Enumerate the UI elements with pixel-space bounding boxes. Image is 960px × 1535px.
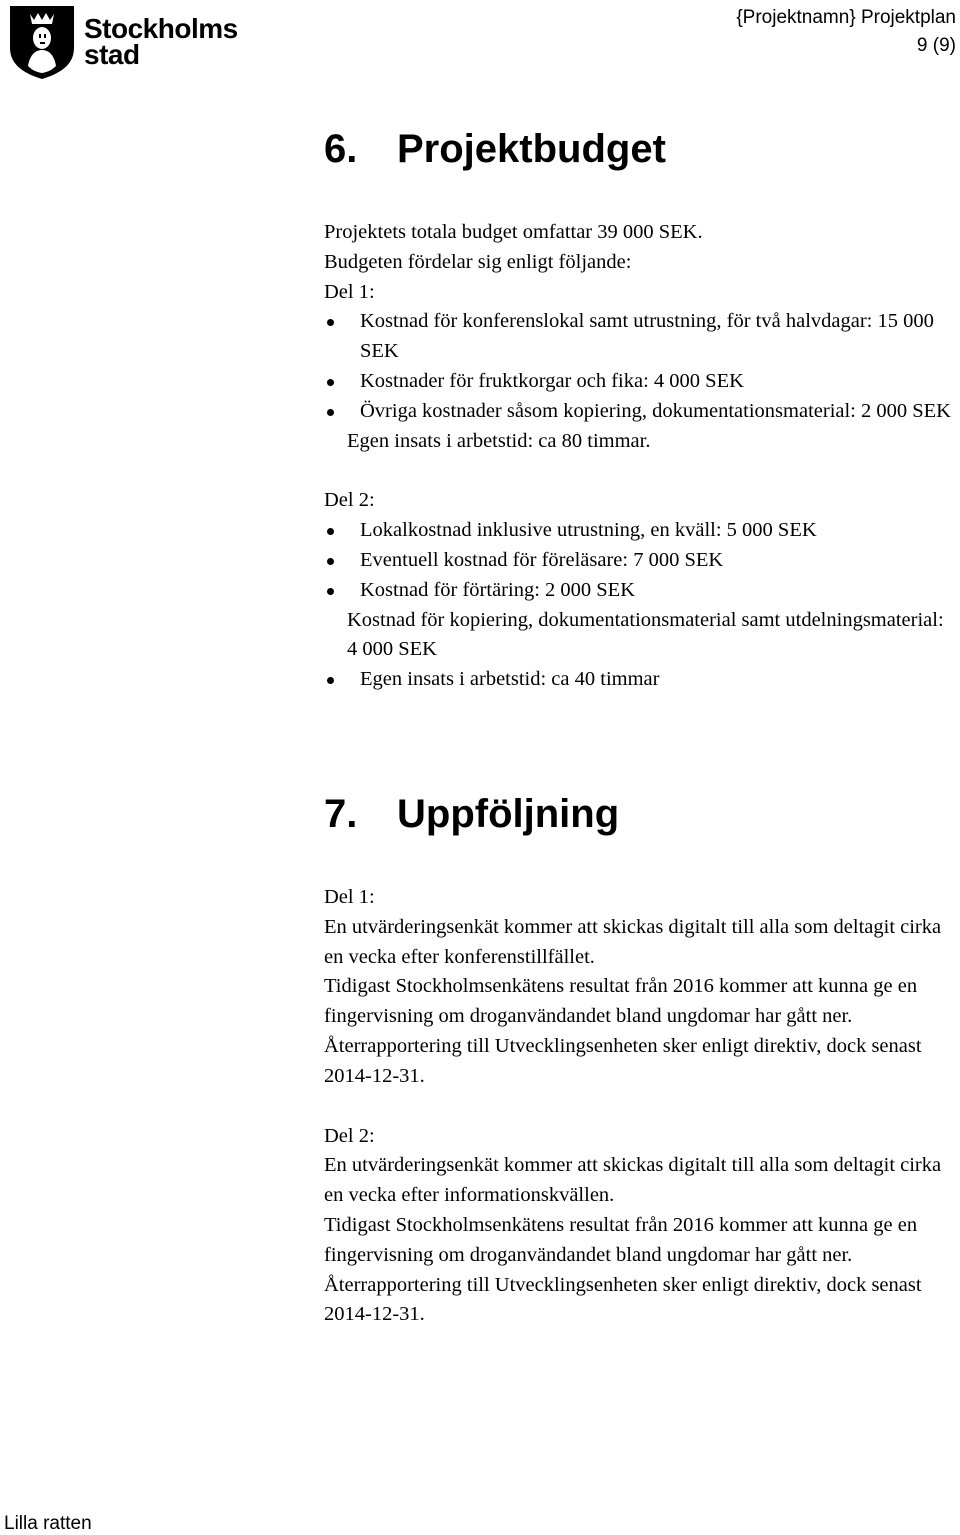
del2-copy-cost: Kostnad för kopiering, dokumentationsmaterial samt utdelningsmaterial: 4 000 SEK bbox=[347, 608, 944, 661]
followup-del2-reporting: Återrapportering till Utvecklingsenheten sker enligt direktiv, dock senast 2014-12-31. bbox=[324, 1273, 922, 1326]
page-footer: Lilla ratten bbox=[4, 1513, 92, 1534]
list-item: Eventuell kostnad för föreläsare: 7 000 SEK bbox=[324, 546, 958, 576]
del2-cost-list bbox=[324, 516, 958, 605]
list-item: Övriga kostnader såsom kopiering, dokumentationsmaterial: 2 000 SEK bbox=[324, 397, 958, 427]
list-item: Kostnad för förtäring: 2 000 SEK bbox=[324, 576, 958, 606]
heading-projektbudget bbox=[324, 120, 958, 178]
followup-del1-reporting: Återrapportering till Utvecklingsenheten sker enligt direktiv, dock senast 2014-12-31. bbox=[324, 1034, 922, 1087]
followup-del1-results: Tidigast Stockholmsenkätens resultat från 2016 kommer att kunna ge en fingervisning om droganvändandet bland ungdomar har gått ner. bbox=[324, 975, 918, 1028]
budget-distribution-text: Budgeten fördelar sig enligt följande: bbox=[324, 250, 632, 273]
list-item: Egen insats i arbetstid: ca 40 timmar bbox=[324, 665, 958, 695]
del1-cost-list bbox=[324, 307, 958, 426]
del2-own-effort-list bbox=[324, 665, 958, 695]
list-item: Kostnad för konferenslokal samt utrustning, för två halvdagar: 15 000 SEK bbox=[324, 307, 958, 367]
heading-title: Uppföljning bbox=[397, 791, 620, 836]
heading-title: Projektbudget bbox=[397, 127, 666, 171]
document-title: {Projektnamn} Projektplan bbox=[736, 7, 956, 28]
followup-del1-survey: En utvärderingsenkät kommer att skickas digitalt till alla som deltagit cirka en vecka efter konferenstillfället. bbox=[324, 915, 942, 968]
logo-wordmark-line1: Stockholms bbox=[84, 13, 238, 44]
budget-total-text: Projektets totala budget omfattar 39 000 SEK. bbox=[324, 221, 703, 243]
logo-wordmark-line2: stad bbox=[84, 39, 140, 70]
del2-label: Del 2: bbox=[324, 489, 375, 512]
list-item: Lokalkostnad inklusive utrustning, en kväll: 5 000 SEK bbox=[324, 516, 958, 546]
del1-label: Del 1: bbox=[324, 280, 375, 303]
del1-own-effort: Egen insats i arbetstid: ca 80 timmar. bbox=[347, 429, 651, 452]
followup-del2-label: Del 2: bbox=[324, 1124, 375, 1147]
heading-uppfoljning bbox=[324, 785, 958, 843]
list-item: Kostnader för fruktkorgar och fika: 4 000 SEK bbox=[324, 367, 958, 397]
stockholm-logo bbox=[8, 4, 238, 80]
page-header bbox=[736, 4, 956, 60]
heading-number: 7. bbox=[324, 791, 358, 836]
stockholm-crest-icon bbox=[8, 4, 76, 80]
heading-number: 6. bbox=[324, 127, 358, 171]
followup-del2-survey: En utvärderingsenkät kommer att skickas digitalt till alla som deltagit cirka en vecka efter informationskvällen. bbox=[324, 1154, 942, 1207]
page-number: 9 (9) bbox=[916, 35, 956, 56]
followup-del1-label: Del 1: bbox=[324, 885, 375, 908]
followup-del2-results: Tidigast Stockholmsenkätens resultat från 2016 kommer att kunna ge en fingervisning om droganvändandet bland ungdomar har gått ner. bbox=[324, 1213, 918, 1266]
document-body bbox=[324, 120, 958, 1330]
